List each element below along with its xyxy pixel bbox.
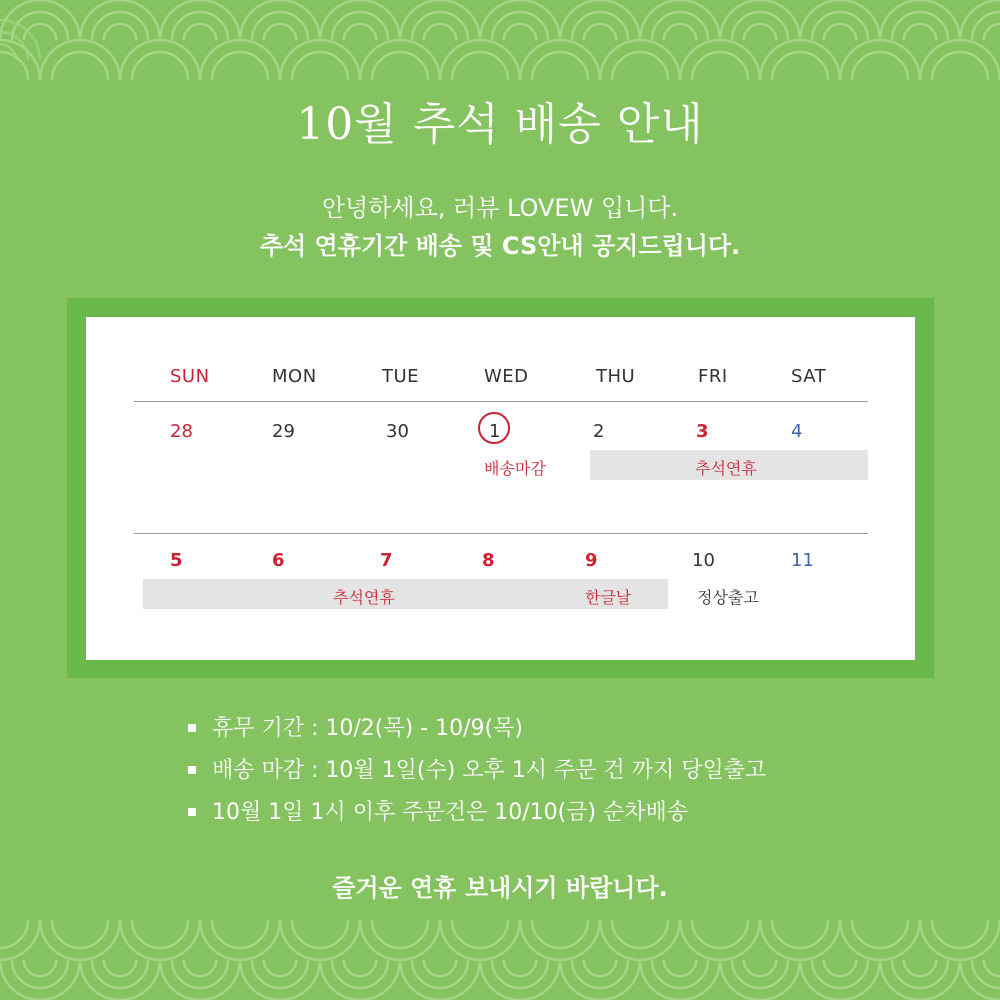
date-cell-holiday: 9	[585, 550, 598, 571]
date-cell: 2	[593, 421, 605, 442]
bottom-wave-pattern	[0, 910, 1000, 1000]
page-title: 10월 추석 배송 안내	[296, 99, 704, 150]
date-cell: 10	[692, 550, 715, 571]
bullet-text: 10월 1일 1시 이후 주문건은 10/10(금) 순차배송	[212, 800, 689, 825]
closing-message: 즐거운 연휴 보내시기 바랍니다.	[332, 874, 668, 902]
date-cell: 30	[386, 421, 409, 442]
holiday-label-week2: 추석연휴	[333, 588, 395, 607]
normal-shipping-label: 정상출고	[697, 588, 759, 607]
notice-text: 추석 연휴기간 배송 및 CS안내 공지드립니다.	[259, 232, 741, 260]
bullet-square-icon	[188, 808, 196, 816]
holiday-label-week1: 추석연휴	[695, 459, 757, 478]
bullet-text: 배송 마감 : 10월 1일(수) 오후 1시 주문 건 까지 당일출고	[212, 758, 767, 783]
date-cell-saturday: 4	[791, 421, 803, 442]
week2-divider	[134, 533, 868, 534]
shipping-deadline-label: 배송마감	[484, 459, 546, 478]
list-item	[188, 708, 766, 750]
hangul-day-label: 한글날	[585, 588, 632, 607]
top-wave-pattern	[0, 0, 1000, 90]
date-cell: 28	[170, 421, 193, 442]
date-cell-holiday: 8	[482, 550, 495, 571]
date-cell-saturday: 11	[791, 550, 814, 571]
weekday-fri: FRI	[698, 366, 728, 387]
list-item	[188, 792, 766, 834]
date-cell: 29	[272, 421, 295, 442]
weekday-wed: WED	[484, 366, 529, 387]
bullet-square-icon	[188, 766, 196, 774]
weekday-mon: MON	[272, 366, 317, 387]
date-cell-holiday: 3	[696, 421, 709, 442]
weekday-sat: SAT	[791, 366, 827, 387]
week1-divider	[134, 401, 868, 402]
weekday-sun: SUN	[170, 366, 210, 387]
date-cell-deadline: 1	[489, 421, 501, 442]
greeting-text: 안녕하세요, 러뷰 LOVEW 입니다.	[321, 194, 679, 222]
list-item	[188, 750, 766, 792]
info-list	[188, 708, 766, 834]
bullet-text: 휴무 기간 : 10/2(목) - 10/9(목)	[212, 716, 523, 741]
bullet-square-icon	[188, 724, 196, 732]
weekday-tue: TUE	[382, 366, 420, 387]
date-cell-holiday: 5	[170, 550, 183, 571]
date-cell-holiday: 7	[380, 550, 393, 571]
date-cell-holiday: 6	[272, 550, 285, 571]
weekday-thu: THU	[596, 366, 636, 387]
